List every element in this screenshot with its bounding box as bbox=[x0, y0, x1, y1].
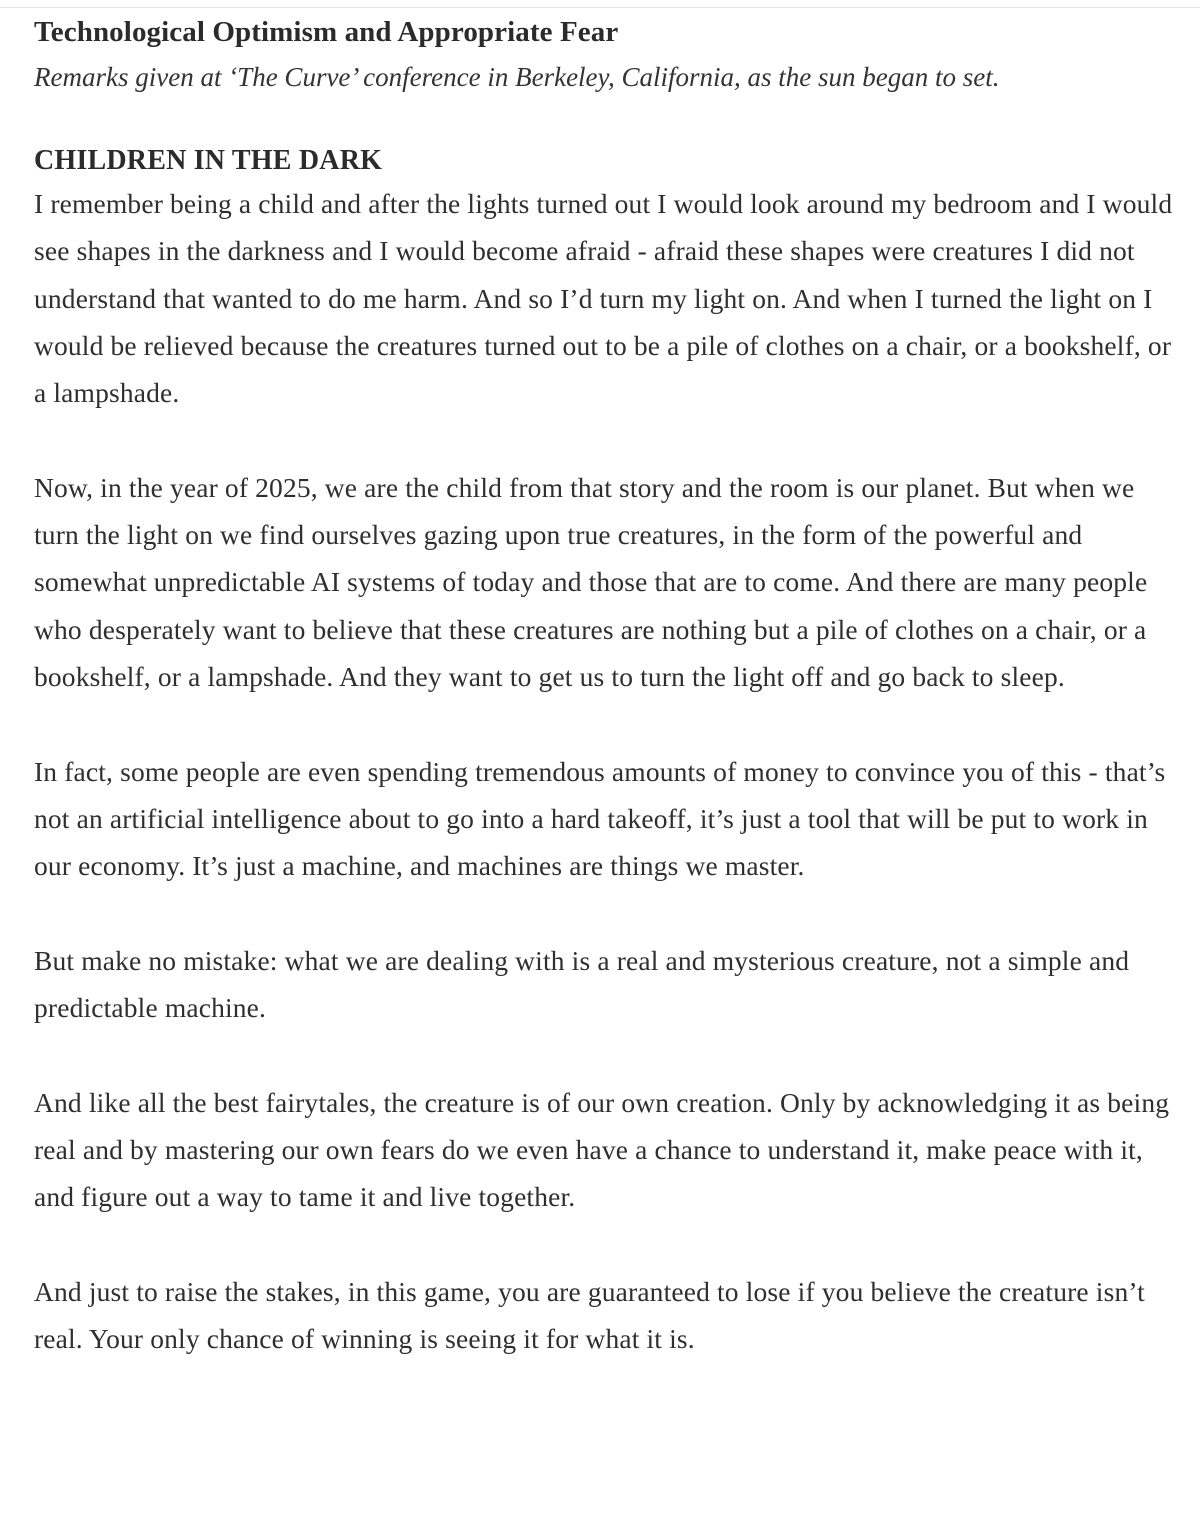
top-divider bbox=[0, 0, 1200, 8]
paragraph-5: And like all the best fairytales, the creature is of our own creation. Only by acknowledging it as being real and by mastering our own fears do we even have a chance to understand it, make peace with it, and figure out a way to tame it and live together. bbox=[34, 1086, 1170, 1213]
paragraph-2: Now, in the year of 2025, we are the child from that story and the room is our planet. But when we turn the light on we find ourselves gazing upon true creatures, in the form of the powerful and somewhat unpredictable AI systems of today and those that are to come. And there are many people who desperately want to believe that these creatures are nothing but a pile of clothes on a chair, or a bookshelf, or a lampshade. And they want to get us to turn the light off and go back to sleep. bbox=[34, 471, 1148, 692]
article-title: Technological Optimism and Appropriate Fear bbox=[34, 16, 619, 48]
article-subtitle: Remarks given at ‘The Curve’ conference in Berkeley, California, as the sun began to set. bbox=[34, 62, 1000, 92]
section-heading: CHILDREN IN THE DARK bbox=[34, 145, 383, 176]
paragraph-6: And just to raise the stakes, in this game, you are guaranteed to lose if you believe the creature isn’t real. Your only chance of winning is seeing it for what it is. bbox=[34, 1275, 1145, 1355]
article bbox=[34, 10, 1184, 1362]
paragraph-1: I remember being a child and after the lights turned out I would look around my bedroom and I would see shapes in the darkness and I would become afraid - afraid these shapes were creatures I did not understand that wanted to do me harm. And so I’d turn my light on. And when I turned the light on I would be relieved because the creatures turned out to be a pile of clothes on a chair, or a bookshelf, or a lampshade. bbox=[34, 188, 1173, 409]
paragraph-4: But make no mistake: what we are dealing with is a real and mysterious creature, not a simple and predictable machine. bbox=[34, 944, 1130, 1024]
paragraph-3: In fact, some people are even spending tremendous amounts of money to convince you of this - that’s not an artificial intelligence about to go into a hard takeoff, it’s just a tool that will be put to work in our economy. It’s just a machine, and machines are things we master. bbox=[34, 755, 1166, 882]
